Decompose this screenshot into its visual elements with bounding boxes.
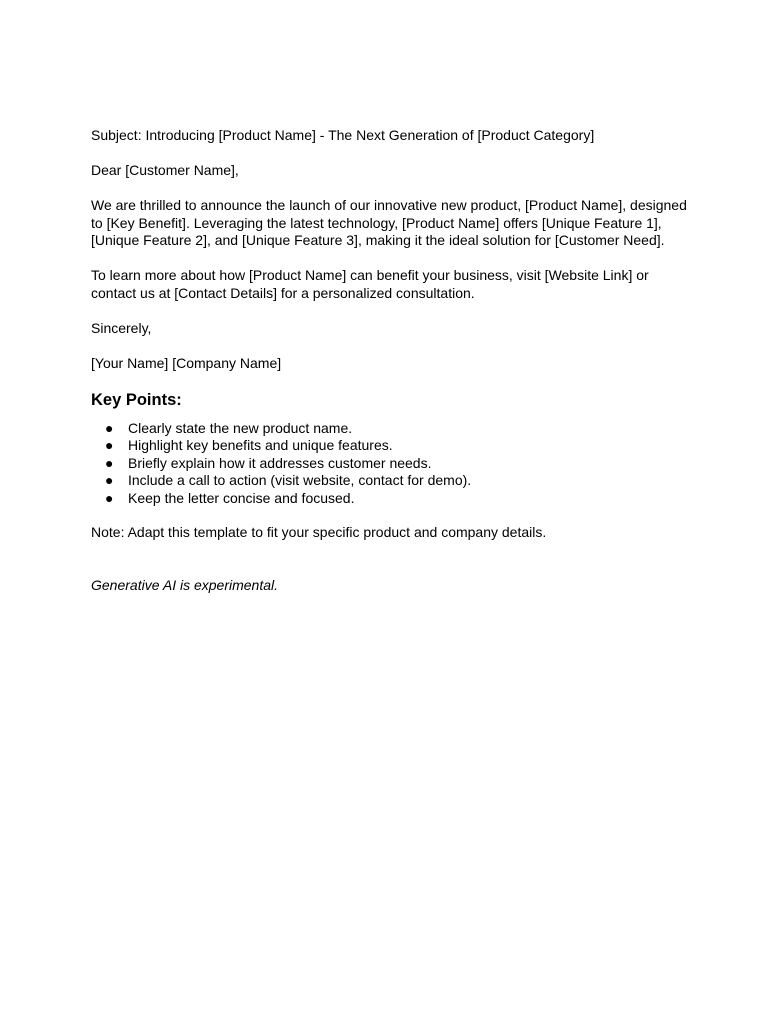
body-paragraph-2: To learn more about how [Product Name] can benefit your business, visit [Website Link] or contact us at [Contact Details] for a personalized consultation.: [91, 267, 649, 301]
list-item-text: Highlight key benefits and unique features.: [128, 437, 393, 453]
list-item-text: Keep the letter concise and focused.: [128, 489, 355, 506]
closing: Sincerely,: [91, 319, 152, 336]
list-item: [91, 455, 691, 473]
list-item-text: Clearly state the new product name.: [128, 419, 353, 436]
note: Note: Adapt this template to fit your specific product and company details.: [91, 524, 547, 540]
bullet-icon: ●: [105, 454, 114, 471]
subject-line: Subject: Introducing [Product Name] - The Next Generation of [Product Category]: [91, 127, 595, 143]
body-paragraph-1: We are thrilled to announce the launch of our innovative new product, [Product Name], designed to [Key Benefit]. Leveraging the latest technology, [Product Name] offers [Unique Feature 1], [Unique Feature 2], and [Unique Feature 3], making it the ideal solution for [Customer Need].: [91, 197, 687, 248]
greeting: Dear [Customer Name],: [91, 162, 239, 178]
key-points-heading: Key Points:: [91, 390, 182, 409]
list-item: [91, 437, 691, 455]
document-page: [91, 127, 691, 594]
bullet-icon: ●: [105, 472, 114, 488]
list-item-text: Include a call to action (visit website, contact for demo).: [128, 472, 472, 488]
bullet-icon: ●: [105, 437, 114, 453]
list-item-text: Briefly explain how it addresses customer needs.: [128, 454, 432, 471]
ai-disclaimer: Generative AI is experimental.: [91, 576, 279, 593]
list-item: [91, 420, 691, 438]
key-points-list: [91, 420, 691, 508]
list-item: [91, 472, 691, 490]
signature: [Your Name] [Company Name]: [91, 354, 282, 371]
bullet-icon: ●: [105, 419, 114, 436]
list-item: [91, 490, 691, 508]
bullet-icon: ●: [105, 489, 114, 506]
